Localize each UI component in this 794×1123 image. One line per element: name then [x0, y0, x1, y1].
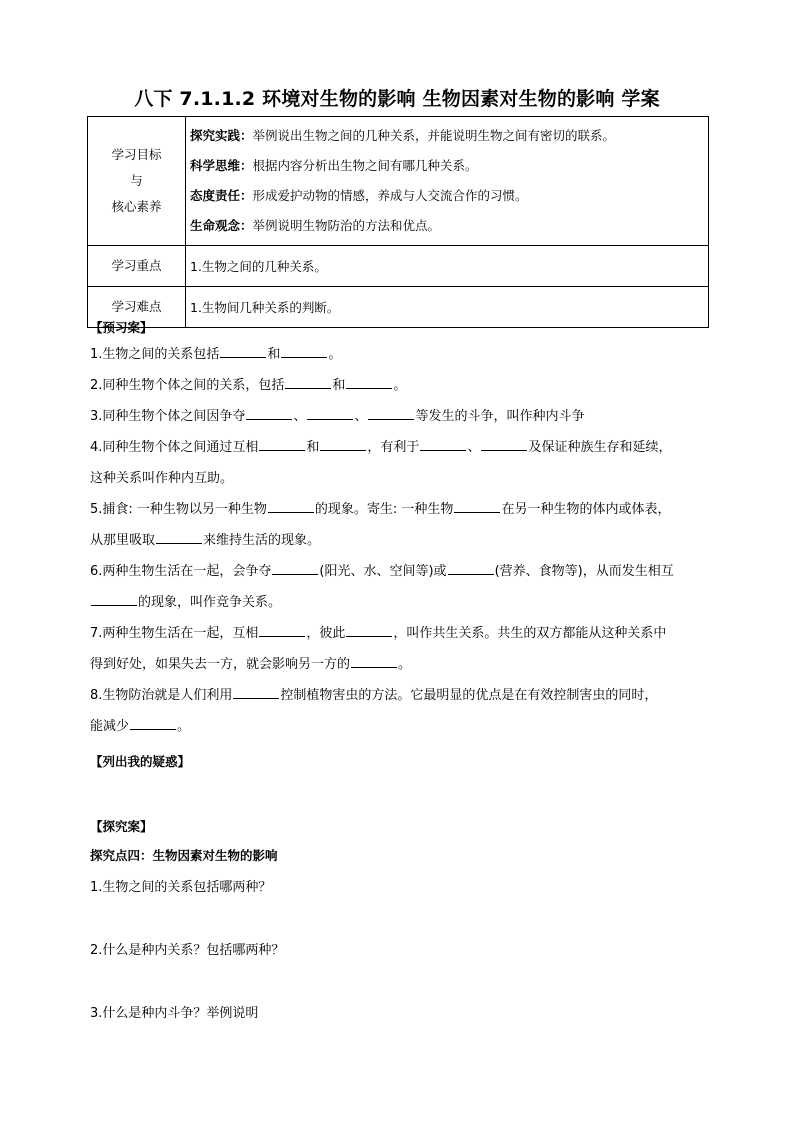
difficulty-text: 1.生物间几种关系的判断。 — [186, 287, 709, 328]
preview-q6-line2: 的现象，叫作竞争关系。 — [90, 587, 715, 618]
fill-blank[interactable] — [285, 376, 331, 389]
fill-blank[interactable] — [233, 686, 279, 699]
goal-item — [190, 151, 708, 181]
fill-blank[interactable] — [307, 407, 353, 420]
fill-blank[interactable] — [259, 624, 305, 637]
fill-blank[interactable] — [368, 407, 414, 420]
fill-blank[interactable] — [220, 345, 266, 358]
goal-item — [190, 211, 708, 241]
goals-content-cell — [186, 117, 709, 246]
explore-question: 2.什么是种内关系？包括哪两种？ — [90, 943, 285, 958]
difficulty-row — [88, 287, 709, 328]
preview-q5: 5.捕食: 一种生物以另一种生物 的现象。寄生: 一种生物 在另一种生物的体内或体表， — [90, 502, 671, 517]
page-title: 八下 7.1.1.2 环境对生物的影响 生物因素对生物的影响 学案 — [134, 88, 660, 110]
focus-label: 学习重点 — [88, 246, 186, 287]
preview-q8: 8.生物防治就是人们利用 控制植物害虫的方法。它最明显的优点是在有效控制害虫的同时， — [90, 688, 658, 703]
preview-q2: 2.同种生物个体之间的关系，包括 和 。 — [90, 378, 407, 393]
preview-q1: 1.生物之间的关系包括 和 。 — [90, 347, 342, 362]
preview-q3: 3.同种生物个体之间因争夺 、 、 等发生的斗争，叫作种内斗争 — [90, 409, 585, 424]
fill-blank[interactable] — [351, 655, 397, 668]
fill-blank[interactable] — [156, 531, 202, 544]
preview-questions — [90, 339, 715, 742]
preview-q8-line2: 能减少 。 — [90, 719, 191, 734]
fill-blank[interactable] — [320, 438, 366, 451]
goal-key: 探究实践： — [190, 128, 253, 143]
goal-text: 举例说明生物防治的方法和优点。 — [252, 218, 441, 233]
goals-label-line3: 核心素养 — [111, 199, 162, 214]
fill-blank[interactable] — [420, 438, 466, 451]
goals-label-line2: 与 — [130, 173, 143, 188]
difficulty-label: 学习难点 — [88, 287, 186, 328]
fill-blank[interactable] — [91, 593, 137, 606]
focus-row — [88, 246, 709, 287]
fill-blank[interactable] — [448, 562, 494, 575]
goal-item — [190, 181, 708, 211]
goal-text: 根据内容分析出生物之间有哪几种关系。 — [252, 158, 478, 173]
fill-blank[interactable] — [346, 376, 392, 389]
goals-row — [88, 117, 709, 246]
goals-table — [87, 116, 709, 328]
fill-blank[interactable] — [346, 624, 392, 637]
goal-key: 生命观念： — [190, 218, 253, 233]
fill-blank[interactable] — [259, 438, 305, 451]
doubts-heading: 【列出我的疑惑】 — [90, 754, 191, 769]
goals-label-line1: 学习目标 — [111, 147, 162, 162]
fill-blank[interactable] — [272, 562, 318, 575]
goals-label-cell — [88, 117, 186, 246]
fill-blank[interactable] — [281, 345, 327, 358]
focus-text: 1.生物之间的几种关系。 — [186, 246, 709, 287]
goal-key: 态度责任： — [190, 188, 253, 203]
explore-point: 探究点四：生物因素对生物的影响 — [90, 848, 278, 863]
goal-key: 科学思维： — [190, 158, 253, 173]
preview-q4-line2: 这种关系叫作种内互助。 — [90, 471, 234, 486]
preview-q5-line2: 从那里吸取 来维持生活的现象。 — [90, 533, 321, 548]
preview-q6: 6.两种生物生活在一起，会争夺 (阳光、水、空间等)或 (营养、食物等)，从而发生相互 — [90, 564, 674, 579]
fill-blank[interactable] — [454, 500, 500, 513]
preview-q7-line2: 得到好处，如果失去一方，就会影响另一方的 。 — [90, 657, 412, 672]
preview-heading: 【预习案】 — [90, 320, 153, 335]
explore-question: 1.生物之间的关系包括哪两种？ — [90, 880, 272, 895]
fill-blank[interactable] — [481, 438, 527, 451]
preview-q4: 4.同种生物个体之间通过互相 和 ，有利于 、 及保证种族生存和延续， — [90, 440, 672, 455]
goal-item — [190, 121, 708, 151]
explore-question: 3.什么是种内斗争？举例说明 — [90, 1006, 259, 1021]
goal-text: 举例说出生物之间的几种关系，并能说明生物之间有密切的联系。 — [252, 128, 616, 143]
fill-blank[interactable] — [130, 717, 176, 730]
preview-q7: 7.两种生物生活在一起，互相 ，彼此 ，叫作共生关系。共生的双方都能从这种关系中 — [90, 626, 667, 641]
fill-blank[interactable] — [246, 407, 292, 420]
goal-text: 形成爱护动物的情感，养成与人交流合作的习惯。 — [252, 188, 528, 203]
explore-heading: 【探究案】 — [90, 819, 153, 834]
fill-blank[interactable] — [268, 500, 314, 513]
